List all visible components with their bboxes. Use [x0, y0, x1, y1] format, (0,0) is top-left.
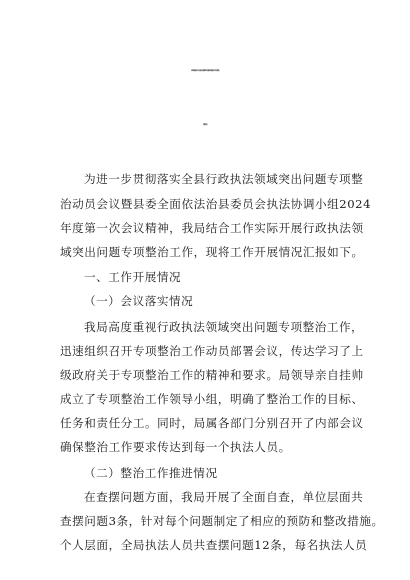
sub2-line-1: 在查摆问题方面，我局开展了全面自查，单位层面共 [84, 490, 364, 504]
intro-line-2: 治动员会议暨县委全面依法治县委员会执法协调小组2024 [60, 197, 372, 211]
intro-line-4: 域突出问题专项整治工作，现将工作开展情况汇报如下。 [60, 245, 364, 259]
sub1-line-6: 确保整治工作要求传达到每一个执法人员。 [60, 440, 291, 454]
sub1-line-5: 任务和责任分工。同时，局属各部门分别召开了内部会议 [60, 416, 364, 430]
section-heading: 一、工作开展情况 [84, 270, 182, 284]
sub2-line-3: 个人层面，全局执法人员共查摆问题12条，每名执法人员 [60, 538, 368, 552]
subsection-heading-1: （一）会议落实情况 [84, 294, 194, 308]
sub2-line-2: 查摆问题3条，针对每个问题制定了相应的预防和整改措施。 [60, 514, 384, 528]
sub1-line-4: 成立了专项整治工作领导小组，明确了整治工作的目标、 [60, 392, 364, 406]
document-title-line-1: X县财政局关于行政执法领域突出问题专项整治工作开展情 [191, 71, 219, 72]
sub1-line-2: 迅速组织召开专项整治工作动员部署会议，传达学习了上 [60, 344, 364, 358]
sub1-line-1: 我局高度重视行政执法领域突出问题专项整治工作， [84, 320, 364, 334]
subsection-heading-2: （二）整治工作推进情况 [84, 466, 218, 480]
intro-line-3: 年度第一次会议精神，我局结合工作实际开展行政执法领 [60, 221, 364, 235]
intro-line-1: 为进一步贯彻落实全县行政执法领域突出问题专项整 [84, 172, 364, 186]
sub1-line-3: 级政府关于专项整治工作的精神和要求。局领导亲自挂帅 [60, 368, 364, 382]
document-title-line-2: 况的报告 [202, 125, 208, 126]
